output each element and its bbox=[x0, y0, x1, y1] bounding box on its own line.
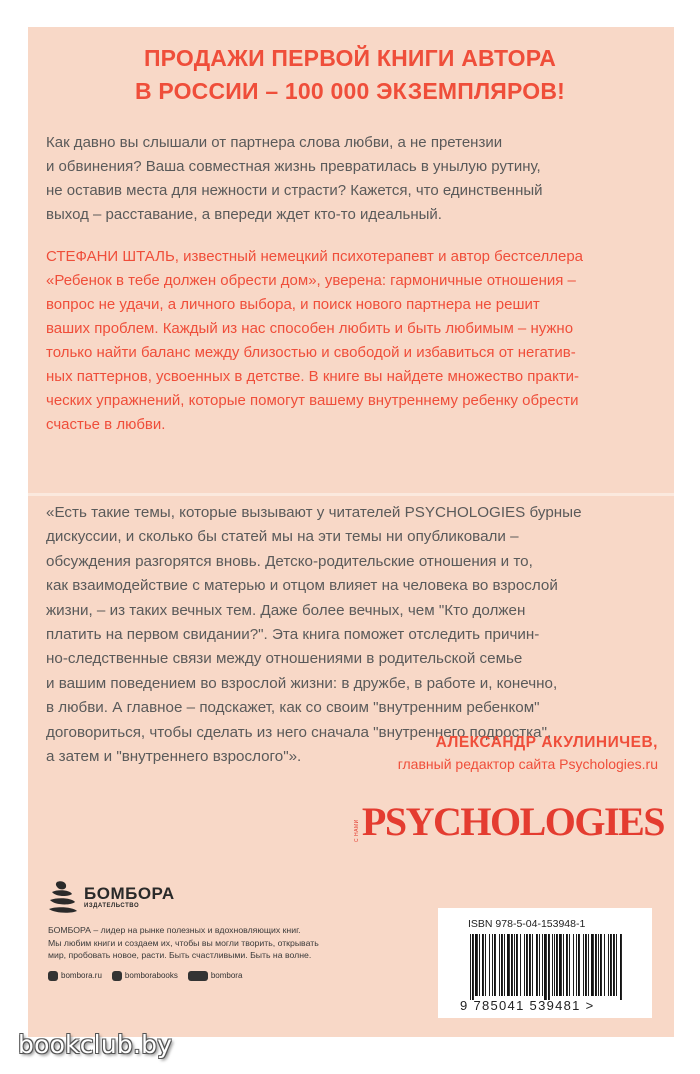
barcode-bar bbox=[616, 934, 617, 996]
barcode-bar bbox=[542, 934, 543, 996]
publisher-desc-line: БОМБОРА – лидер на рынке полезных и вдохновляющих книг. bbox=[48, 925, 301, 935]
quote-line: «Есть такие темы, которые вызывают у читателей PSYCHOLOGIES бурные bbox=[46, 504, 582, 521]
quote-line: как взаимодействие с матерью и отцом влияет на человека во взрослой bbox=[46, 577, 558, 595]
quote-line: платить на первом свидании?". Эта книга поможет отследить причин- bbox=[46, 626, 540, 644]
barcode bbox=[468, 934, 624, 1000]
social-vk-label: bombora bbox=[210, 971, 243, 980]
barcode-bar bbox=[470, 934, 471, 1000]
instagram-icon bbox=[112, 971, 122, 981]
barcode-bar bbox=[485, 934, 486, 996]
headline-line: ПРОДАЖИ ПЕРВОЙ КНИГИ АВТОРА bbox=[143, 45, 557, 71]
barcode-bar bbox=[620, 934, 622, 1000]
barcode-bar bbox=[559, 934, 562, 996]
barcode-bar bbox=[613, 934, 615, 996]
barcode-bar bbox=[566, 934, 568, 996]
social-instagram bbox=[112, 971, 178, 981]
quote-line: жизни, – из таких вечных тем. Даже более вечных, чем "Кто должен bbox=[46, 601, 526, 619]
headline bbox=[30, 42, 670, 108]
barcode-bar bbox=[501, 934, 503, 996]
quote-line: и вашим поведением во взрослой жизни: в дружбе, в работе и, конечно, bbox=[46, 674, 558, 692]
psychologies-logo-text: PSYCHOLOGIES bbox=[361, 799, 664, 844]
vk-telegram-icon bbox=[188, 971, 208, 981]
barcode-bar bbox=[536, 934, 538, 996]
barcode-bar bbox=[608, 934, 609, 996]
quote-line: а затем и "внутреннего взрослого"». bbox=[46, 748, 302, 766]
barcode-bar bbox=[472, 934, 474, 1000]
intro-line: не оставив места для нежности и страсти? Кажется, что единственный bbox=[46, 182, 543, 199]
about-line: счастье в любви. bbox=[46, 416, 166, 433]
intro-paragraph bbox=[46, 131, 628, 227]
about-line: только найти баланс между близостью и свободой и избавиться от негатив- bbox=[46, 344, 576, 361]
bombora-logo-icon bbox=[48, 880, 78, 914]
about-line: ных паттернов, усвоенных в детстве. В книге вы найдете множество практи- bbox=[46, 368, 580, 385]
section-divider bbox=[28, 493, 674, 496]
publisher-desc-line: Мы любим книги и создаем их, чтобы вы могли творить, открывать bbox=[48, 937, 319, 948]
quote-author bbox=[398, 732, 658, 774]
barcode-bar bbox=[591, 934, 594, 996]
barcode-digits bbox=[460, 998, 595, 1013]
barcode-arrow: > bbox=[585, 998, 595, 1013]
publisher-description bbox=[48, 924, 378, 962]
about-line: вопрос не удачи, а личного выбора, и поиск нового партнера не решит bbox=[46, 296, 540, 313]
barcode-bar bbox=[583, 934, 584, 996]
psychologies-logo-small: С НАМИ bbox=[353, 819, 360, 842]
barcode-bar bbox=[552, 934, 553, 996]
author-name: АЛЕКСАНДР АКУЛИНИЧЕВ, bbox=[435, 734, 658, 751]
barcode-bar bbox=[479, 934, 480, 996]
review-quote bbox=[46, 501, 626, 769]
barcode-bar bbox=[578, 934, 580, 996]
about-paragraph bbox=[46, 245, 628, 437]
globe-icon bbox=[48, 971, 58, 981]
barcode-bar bbox=[539, 934, 540, 996]
barcode-bar bbox=[494, 934, 496, 996]
publisher-desc-line: мир, пробовать новое, расти. Быть счастливыми. Быть на волне. bbox=[48, 950, 312, 960]
about-line: ваших проблем. Каждый из нас способен любить и быть любимым – нужно bbox=[46, 320, 574, 337]
quote-line: в любви. А главное – подскажет, как со своим "внутренним ребенком" bbox=[46, 699, 540, 717]
barcode-bar bbox=[610, 934, 612, 996]
barcode-bar bbox=[548, 934, 550, 1000]
barcode-bar bbox=[588, 934, 589, 996]
publisher-name: БОМБОРА bbox=[84, 884, 175, 903]
social-web-label: bombora.ru bbox=[61, 971, 102, 980]
barcode-bar bbox=[544, 934, 547, 1000]
barcode-bar bbox=[526, 934, 528, 996]
barcode-bar bbox=[482, 934, 484, 996]
barcode-bar bbox=[563, 934, 564, 996]
barcode-bar bbox=[529, 934, 531, 996]
psychologies-logo bbox=[353, 799, 664, 844]
barcode-bar bbox=[604, 934, 605, 996]
intro-line: выход – расставание, а впереди ждет кто-то идеальный. bbox=[46, 206, 442, 223]
social-vk bbox=[188, 971, 243, 981]
publisher-block bbox=[48, 880, 378, 981]
author-role: главный редактор сайта Psychologies.ru bbox=[397, 756, 658, 772]
barcode-bar bbox=[499, 934, 500, 996]
intro-line: Как давно вы слышали от партнера слова любви, а не претензии bbox=[46, 134, 503, 151]
barcode-bar bbox=[595, 934, 597, 996]
barcode-bar bbox=[600, 934, 602, 996]
barcode-bar bbox=[573, 934, 574, 996]
watermark: bookclub.by bbox=[18, 1030, 173, 1059]
barcode-bar bbox=[524, 934, 525, 996]
barcode-bar bbox=[532, 934, 533, 996]
barcode-bar bbox=[492, 934, 493, 996]
barcode-number: 9 785041 539481 bbox=[460, 998, 581, 1013]
social-web bbox=[48, 971, 102, 981]
about-line: ческих упражнений, которые помогут вашему внутреннему ребенку обрести bbox=[46, 392, 579, 409]
barcode-bar bbox=[475, 934, 478, 996]
publisher-logo bbox=[48, 880, 378, 914]
quote-line: дискуссии, и сколько бы статей мы на эти темы ни опубликовали – bbox=[46, 528, 519, 546]
quote-line: обсуждения разгорятся вновь. Детско-родительские отношения и то, bbox=[46, 552, 533, 570]
barcode-bar bbox=[489, 934, 490, 996]
barcode-bar bbox=[507, 934, 510, 996]
barcode-bar bbox=[504, 934, 505, 996]
barcode-bar bbox=[554, 934, 555, 996]
barcode-bar bbox=[511, 934, 513, 996]
intro-line: и обвинения? Ваша совместная жизнь превратилась в унылую рутину, bbox=[46, 158, 541, 175]
publisher-subtitle: ИЗДАТЕЛЬСТВО bbox=[84, 903, 140, 909]
publisher-socials bbox=[48, 971, 378, 981]
quote-line: договориться, чтобы сделать из него сначала "внутреннего подростка", bbox=[46, 723, 552, 741]
quote-line: но-следственные связи между отношениями в родительской семье bbox=[46, 650, 523, 668]
about-line: СТЕФАНИ ШТАЛЬ, известный немецкий психотерапевт и автор бестселлера bbox=[46, 248, 584, 265]
barcode-bar bbox=[598, 934, 599, 996]
barcode-bar bbox=[569, 934, 570, 996]
barcode-bar bbox=[556, 934, 558, 996]
barcode-bar bbox=[585, 934, 587, 996]
isbn-label: ISBN 978-5-04-153948-1 bbox=[468, 918, 586, 930]
barcode-box bbox=[438, 908, 652, 1018]
barcode-bar bbox=[576, 934, 577, 996]
headline-line: В РОССИИ – 100 000 ЭКЗЕМПЛЯРОВ! bbox=[134, 78, 566, 104]
social-instagram-label: bomborabooks bbox=[124, 971, 178, 980]
barcode-bar bbox=[516, 934, 518, 996]
barcode-bar bbox=[514, 934, 515, 996]
about-line: «Ребенок в тебе должен обрести дом», уверена: гармоничные отношения – bbox=[46, 272, 576, 289]
barcode-bar bbox=[520, 934, 521, 996]
